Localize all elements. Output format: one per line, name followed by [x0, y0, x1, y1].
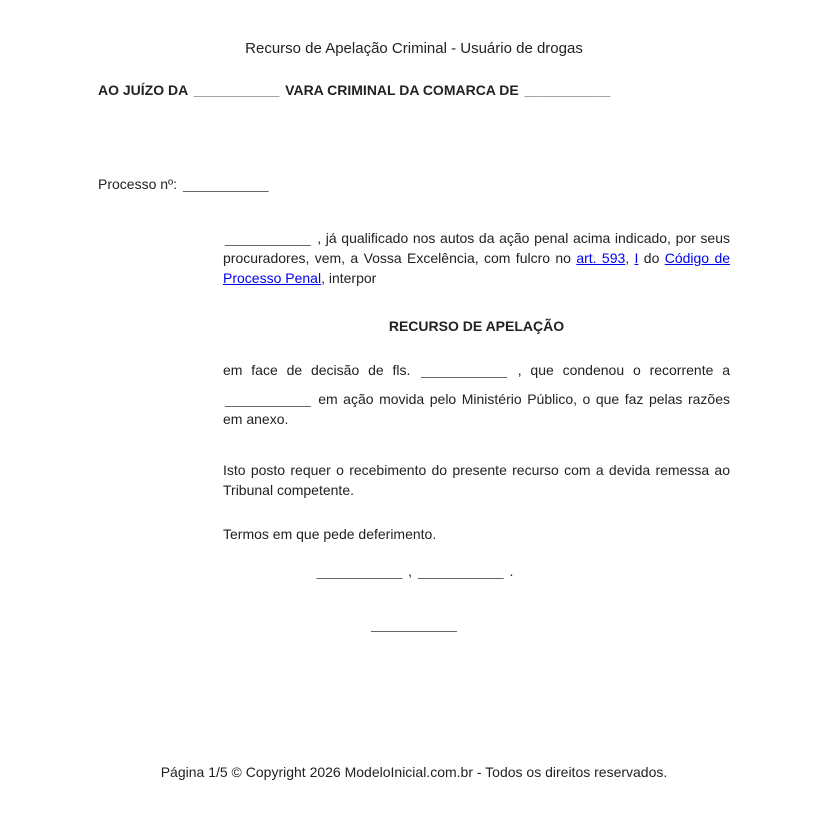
date-separator: , — [404, 563, 416, 579]
date-line-period: . — [505, 563, 514, 579]
addressee-text-1: AO JUÍZO DA — [98, 82, 192, 98]
paragraph-text: , — [625, 250, 635, 266]
sentence-blank-field[interactable]: ___________ — [225, 391, 311, 407]
paragraph-text: , que condenou o recorrente a — [508, 362, 730, 378]
comarca-blank-field[interactable]: ___________ — [524, 82, 611, 98]
court-blank-field[interactable]: ___________ — [193, 82, 280, 98]
closing-paragraph: Termos em que pede deferimento. — [223, 526, 437, 542]
paragraph-text: , já qualificado nos autos da ação penal acima indicado, por seus procuradores, vem, a Vossa Excelência, com fulcro no — [223, 230, 730, 266]
process-number-label: Processo nº: — [98, 176, 181, 192]
process-number-blank-field[interactable]: ___________ — [182, 176, 269, 192]
link-codigo-processo-penal[interactable]: Código de Processo Penal — [223, 250, 731, 286]
qualification-paragraph — [223, 219, 730, 288]
appellant-blank-field[interactable]: ___________ — [225, 230, 311, 246]
city-blank-field[interactable]: ___________ — [316, 563, 403, 579]
document-title: Recurso de Apelação Criminal - Usuário de drogas — [245, 40, 583, 57]
addressee-line — [98, 80, 730, 100]
fls-blank-field[interactable]: ___________ — [421, 362, 507, 378]
signature-line — [98, 605, 730, 634]
request-paragraph: Isto posto requer o recebimento do presente recurso com a devida remessa ao Tribunal competente. — [223, 462, 730, 498]
process-number-line — [98, 174, 730, 194]
date-blank-field[interactable]: ___________ — [417, 563, 504, 579]
paragraph-text: em ação movida pelo Ministério Público, o que faz pelas razões em anexo. — [223, 391, 730, 427]
paragraph-text: em face de decisão de fls. — [223, 362, 420, 378]
link-inciso-i[interactable]: I — [634, 250, 639, 266]
paragraph-text: , interpor — [321, 270, 377, 286]
signature-blank-field[interactable]: ___________ — [371, 616, 457, 632]
city-date-line — [98, 552, 730, 581]
addressee-text-2: VARA CRIMINAL DA COMARCA DE — [281, 82, 523, 98]
appeal-heading: RECURSO DE APELAÇÃO — [388, 318, 565, 334]
link-art-593[interactable]: art. 593 — [576, 250, 626, 266]
page-footer: Página 1/5 © Copyright 2026 ModeloInicial.com.br - Todos os direitos reservados. — [160, 764, 668, 780]
paragraph-text: do — [638, 250, 665, 266]
appeal-body-paragraph — [223, 351, 730, 429]
